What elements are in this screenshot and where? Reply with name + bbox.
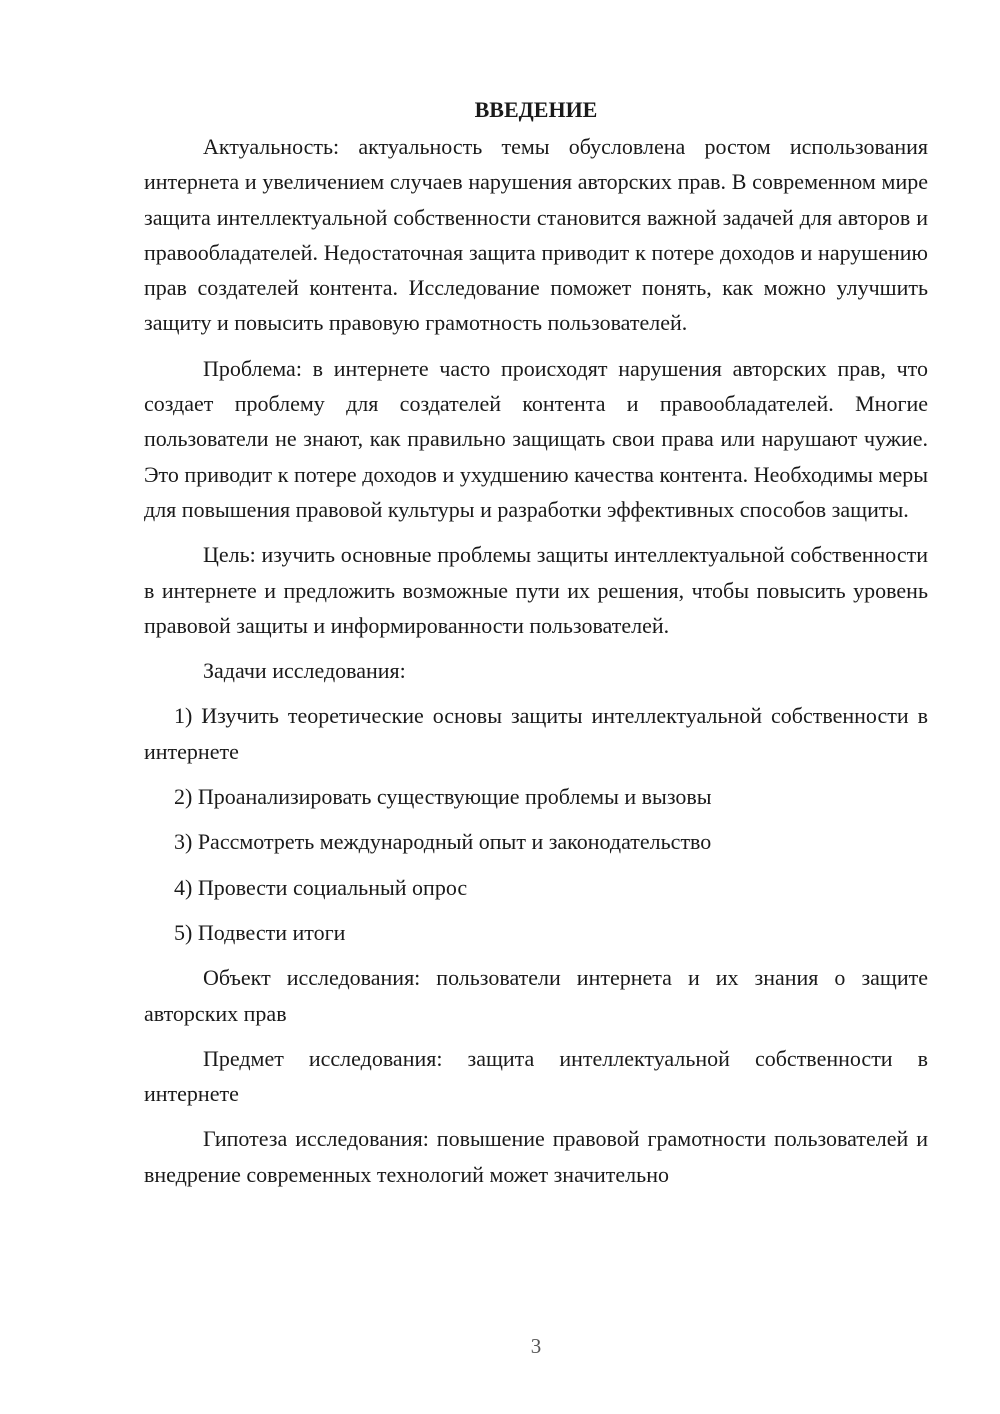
task-item-2: 2) Проанализировать существующие проблемы и вызовы [174, 784, 712, 810]
page-number: 3 [530, 1334, 542, 1358]
task-item-3: 3) Рассмотреть международный опыт и законодательство [174, 829, 712, 855]
problem-paragraph: Проблема: в интернете часто происходят нарушения авторских прав, что создает проблему для создателей контента и правообладателей. Многие пользователи не знают, как правильно защищать свои права или нарушают чужие. Это приводит к потере доходов и ухудшению качества контента. Необходимы меры для повышения правовой культуры и разработки эффективных способов защиты. [144, 355, 928, 522]
goal-paragraph: Цель: изучить основные проблемы защиты интеллектуальной собственности в интернете и предложить возможные пути их решения, чтобы повысить уровень правовой защиты и информированности пользователей. [144, 542, 928, 638]
task-item-1: 1) Изучить теоретические основы защиты интеллектуальной собственности в интернете [144, 703, 928, 764]
hypothesis-paragraph: Гипотеза исследования: повышение правовой грамотности пользователей и внедрение современных технологий может значительно [144, 1126, 928, 1187]
document-body [144, 92, 928, 1202]
tasks-heading: Задачи исследования: [203, 658, 406, 684]
relevance-paragraph: Актуальность: актуальность темы обусловлена ростом использования интернета и увеличением случаев нарушения авторских прав. В современном мире защита интеллектуальной собственности становится важной задачей для авторов и правообладателей. Недостаточная защита приводит к потере доходов и нарушению прав создателей контента. Исследование поможет понять, как можно улучшить защиту и повысить правовую грамотность пользователей. [144, 134, 928, 336]
tasks-list [144, 698, 928, 950]
object-paragraph: Объект исследования: пользователи интернета и их знания о защите авторских прав [144, 965, 928, 1026]
subject-paragraph: Предмет исследования: защита интеллектуальной собственности в интернете [144, 1045, 928, 1107]
task-item-5: 5) Подвести итоги [174, 919, 346, 945]
task-item-4: 4) Провести социальный опрос [174, 874, 468, 900]
page-title: ВВЕДЕНИЕ [474, 97, 598, 122]
